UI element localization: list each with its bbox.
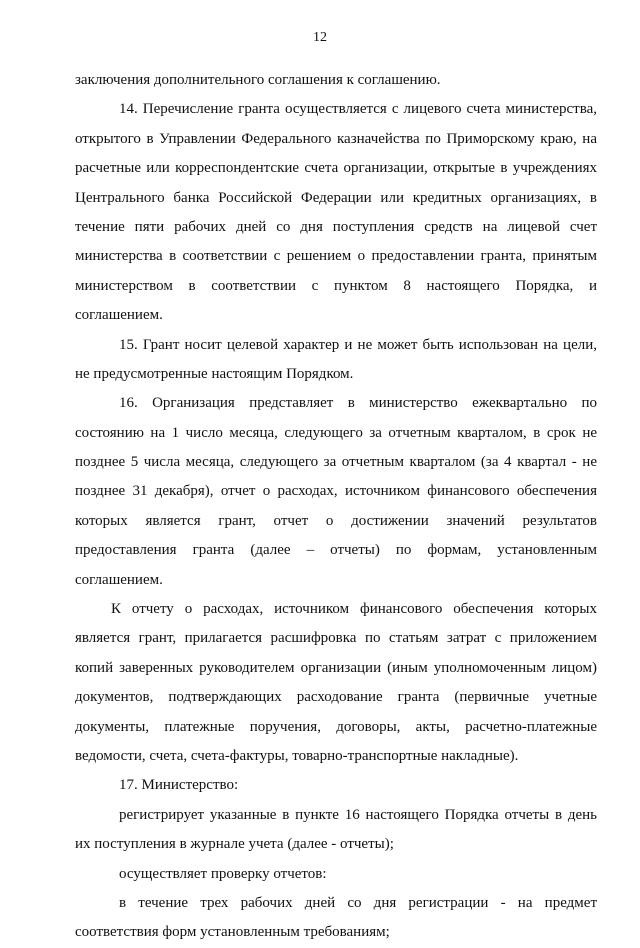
text-line: течение пяти рабочих дней со дня поступления средств на лицевой счет bbox=[75, 218, 597, 235]
text-line: осуществляет проверку отчетов: bbox=[119, 865, 327, 882]
text-line: их поступления в журнале учета (далее - отчеты); bbox=[75, 836, 394, 853]
text-line: документов, подтверждающих расходование гранта (первичные учетные bbox=[75, 689, 597, 706]
text-line: 16. Организация представляет в министерство ежеквартально по bbox=[119, 395, 597, 412]
text-line: является грант, прилагается расшифровка по статьям затрат с приложением bbox=[75, 630, 597, 647]
text-line: которых является грант, отчет о достижении значений результатов bbox=[75, 512, 597, 529]
text-line: министерства в соответствии с решением о предоставлении гранта, принятым bbox=[75, 248, 597, 265]
page-number: 12 bbox=[313, 30, 327, 45]
text-line: открытого в Управлении Федерального казначейства по Приморскому краю, на bbox=[75, 130, 597, 147]
text-line: копий заверенных руководителем организации (иным уполномоченным лицом) bbox=[75, 659, 597, 676]
text-line: министерством в соответствии с пунктом 8 настоящего Порядка, и bbox=[75, 277, 597, 294]
text-line: 14. Перечисление гранта осуществляется с лицевого счета министерства, bbox=[119, 101, 597, 118]
text-line: в течение трех рабочих дней со дня регистрации - на предмет bbox=[119, 894, 597, 911]
text-line: заключения дополнительного соглашения к соглашению. bbox=[75, 72, 441, 88]
text-line: Центрального банка Российской Федерации или кредитных организациях, в bbox=[75, 189, 597, 206]
text-line: ведомости, счета, счета-фактуры, товарно-транспортные накладные). bbox=[75, 747, 519, 764]
text-line: не предусмотренные настоящим Порядком. bbox=[75, 365, 354, 382]
text-line: соответствия форм установленным требованиям; bbox=[75, 924, 390, 941]
text-line: К отчету о расходах, источником финансового обеспечения которых bbox=[111, 601, 597, 618]
text-line: состоянию на 1 число месяца, следующего за отчетным кварталом, в срок не bbox=[75, 424, 597, 441]
text-line: позднее 31 декабря), отчет о расходах, источником финансового обеспечения bbox=[75, 483, 597, 500]
text-line: соглашением. bbox=[75, 571, 163, 588]
text-line: документы, платежные поручения, договоры, акты, расчетно-платежные bbox=[75, 718, 597, 735]
text-line: расчетные или корреспондентские счета организации, открытые в учреждениях bbox=[75, 160, 597, 177]
text-line: соглашением. bbox=[75, 307, 163, 324]
text-line: регистрирует указанные в пункте 16 настоящего Порядка отчеты в день bbox=[119, 806, 597, 823]
text-line: предоставления гранта (далее – отчеты) по формам, установленным bbox=[75, 542, 597, 559]
text-line: позднее 5 числа месяца, следующего за отчетным кварталом (за 4 квартал - не bbox=[75, 454, 597, 471]
text-line: 17. Министерство: bbox=[119, 777, 239, 794]
text-line: 15. Грант носит целевой характер и не может быть использован на цели, bbox=[119, 336, 597, 353]
document-body bbox=[75, 66, 597, 948]
